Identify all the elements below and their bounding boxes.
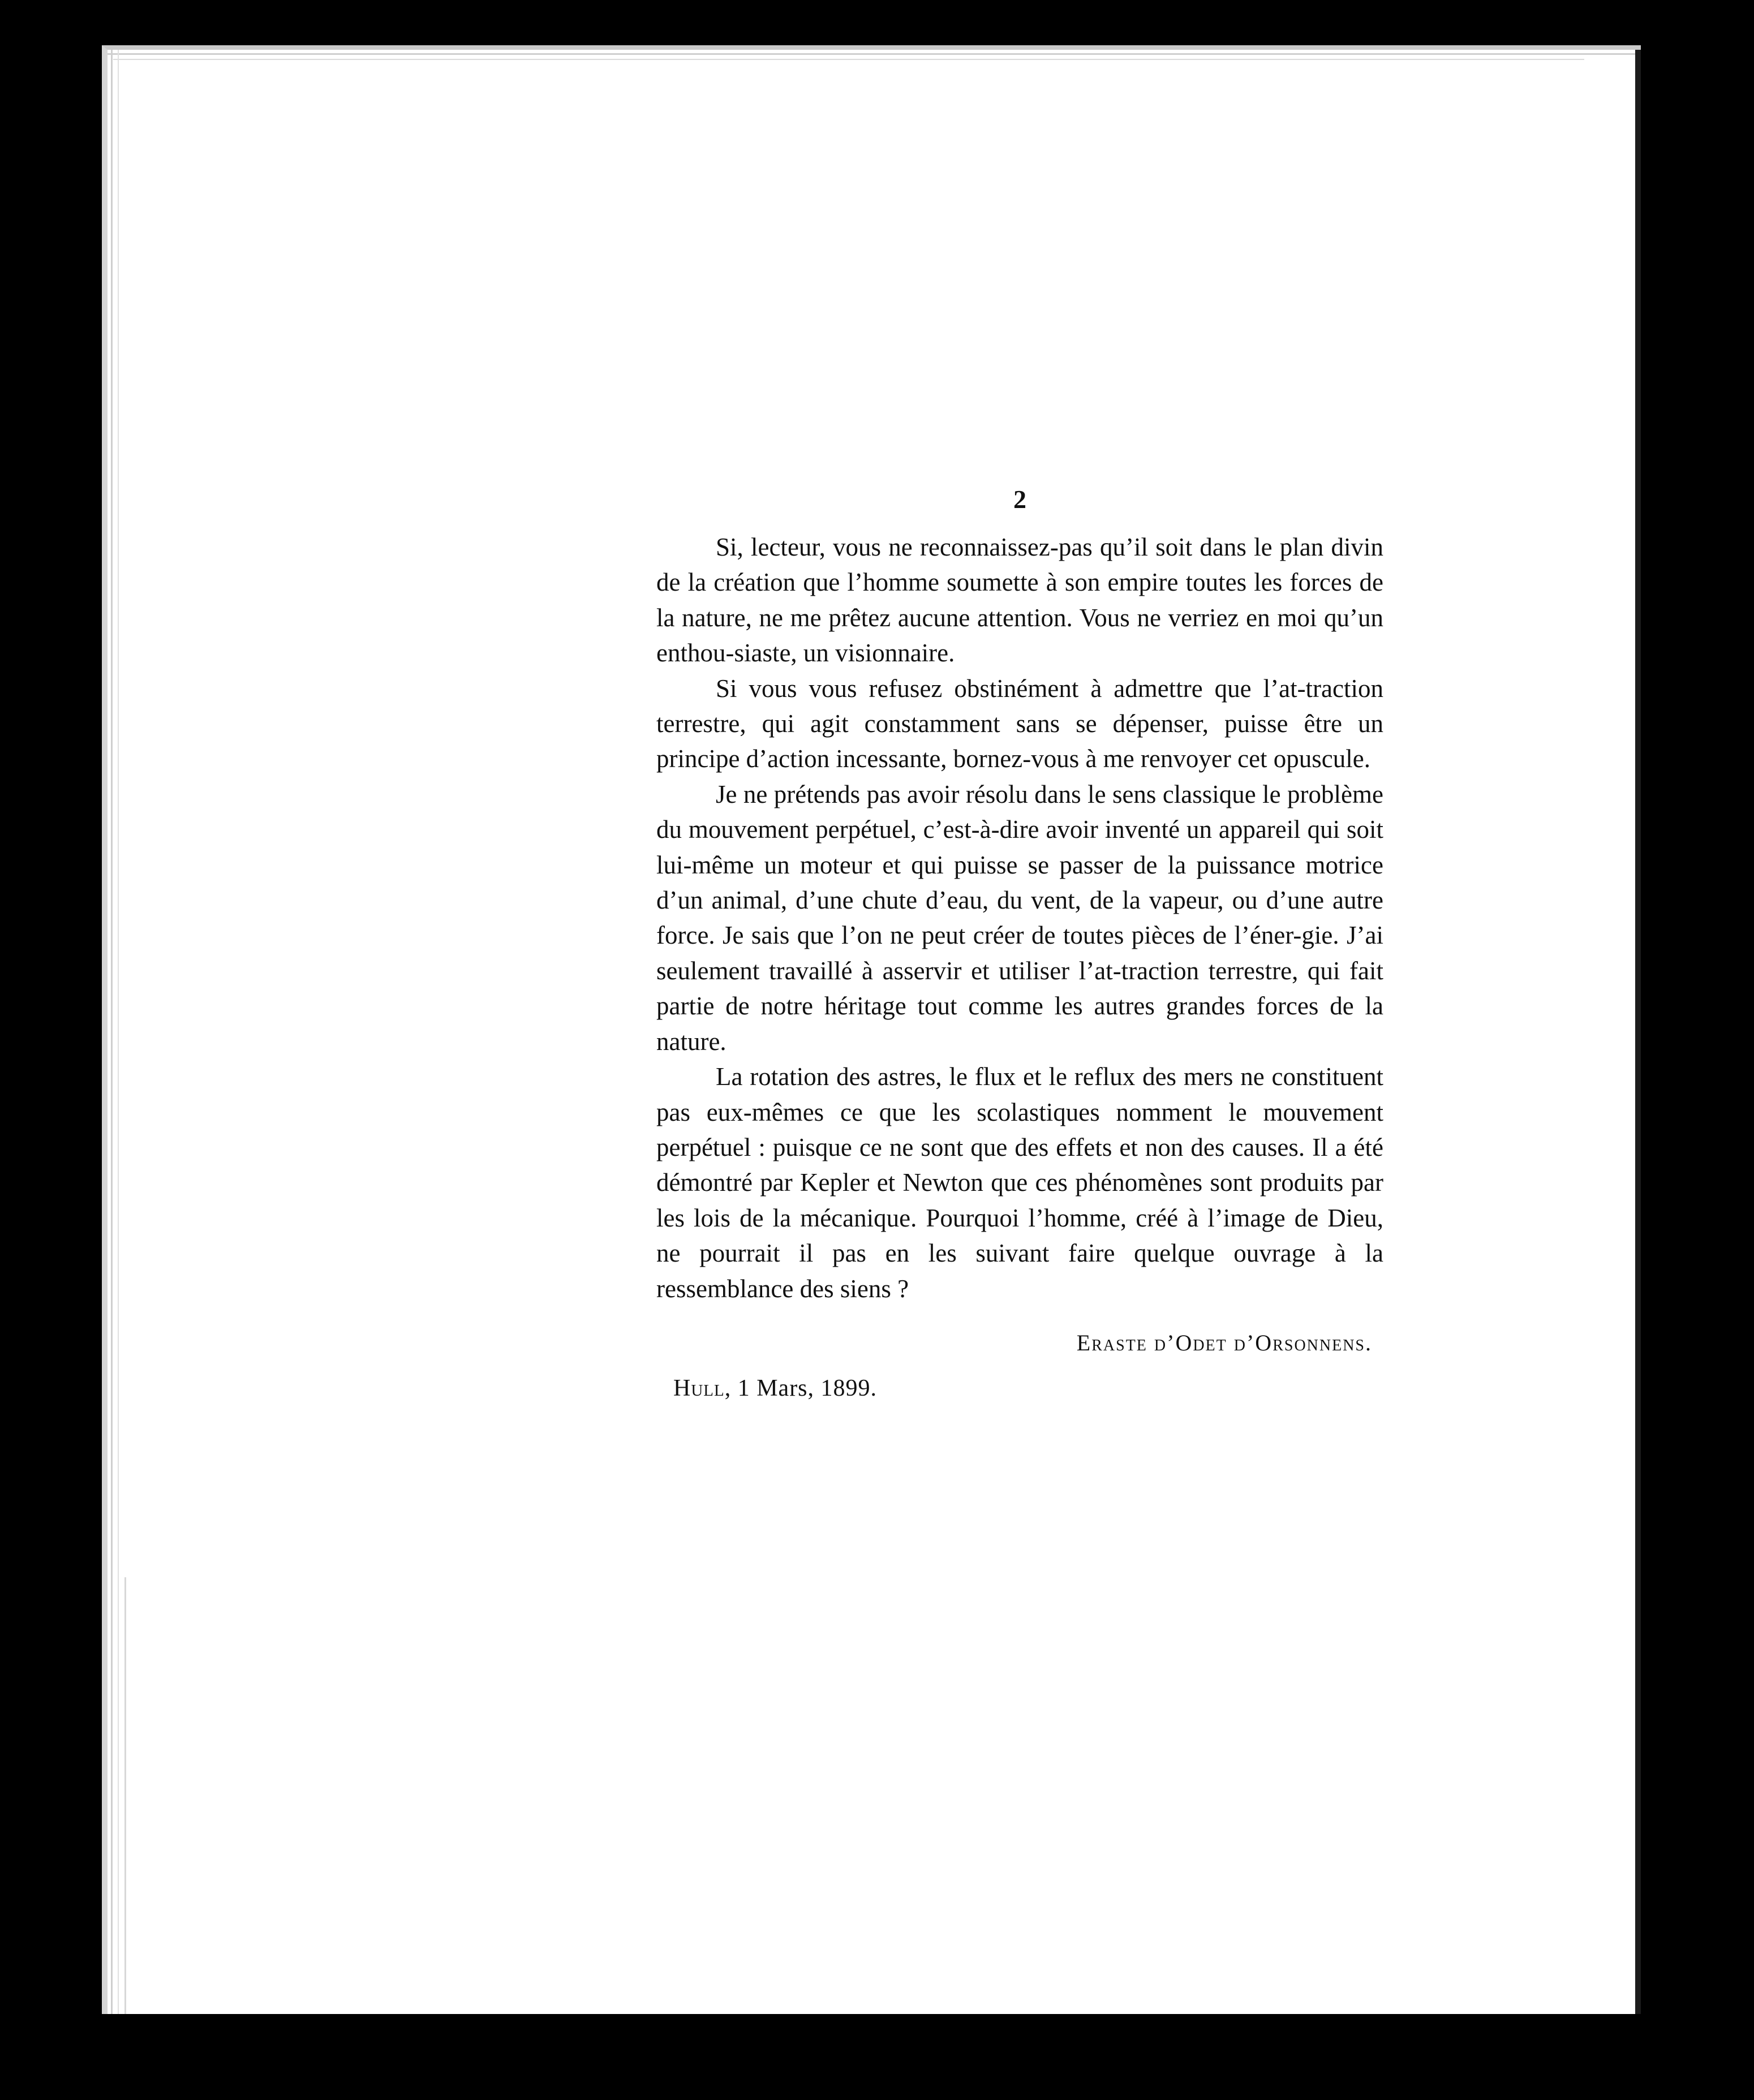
author-signature: Eraste d’Odet d’Orsonnens. [1076, 1329, 1372, 1355]
page-edge-left-lower [124, 1577, 126, 2014]
scanned-page [102, 45, 1641, 2014]
page-edge-top-inner [113, 59, 1584, 60]
book-spine-shadow [1635, 50, 1641, 2014]
text-block [656, 480, 1383, 1406]
page-edge-left [111, 50, 113, 2014]
paragraph-4: La rotation des astres, le flux et le reflux des mers ne constituent pas eux-mêmes ce que les scolastiques nomment le mouvement perpétuel : puisque ce ne sont que des effets et non des causes. Il a été démontré par Kepler et Newton que ces phénomènes sont produits par les lois de la mécanique. Pourquoi l’homme, créé à l’image de Dieu, ne pourrait il pas en les suivant faire quelque ouvrage à la ressemblance des siens ? [656, 1062, 1383, 1303]
place: Hull, [673, 1375, 732, 1401]
page-edge-top [108, 53, 1635, 55]
paragraph-2: Si vous vous refusez obstinément à admettre que l’at-traction terrestre, qui agit constamment sans se dépenser, puisse être un principe d’action incessante, bornez-vous à me renvoyer cet opuscule. [656, 674, 1383, 773]
place-and-date [673, 1371, 1383, 1406]
page-edge-left-inner [118, 50, 119, 2014]
date: 1 Mars, 1899. [737, 1375, 878, 1401]
paragraph-1: Si, lecteur, vous ne reconnaissez-pas qu’il soit dans le plan divin de la création que l’homme soumette à son empire toutes les forces de la nature, ne me prêtez aucune attention. Vous ne verriez en moi qu’un enthou-siaste, un visionnaire. [656, 533, 1383, 668]
paragraph-3: Je ne prétends pas avoir résolu dans le sens classique le problème du mouvement perpétuel, c’est-à-dire avoir inventé un appareil qui soit lui-même un moteur et qui puisse se passer de la puissance motrice d’un animal, d’une chute d’eau, du vent, de la vapeur, ou d’une autre force. Je sais que l’on ne peut créer de toutes pièces de l’éner-gie. J’ai seulement travaillé à asservir et utiliser l’at-traction terrestre, qui fait partie de notre héritage tout comme les autres grandes forces de la nature. [656, 780, 1383, 1056]
page-number: 2 [1013, 485, 1026, 514]
